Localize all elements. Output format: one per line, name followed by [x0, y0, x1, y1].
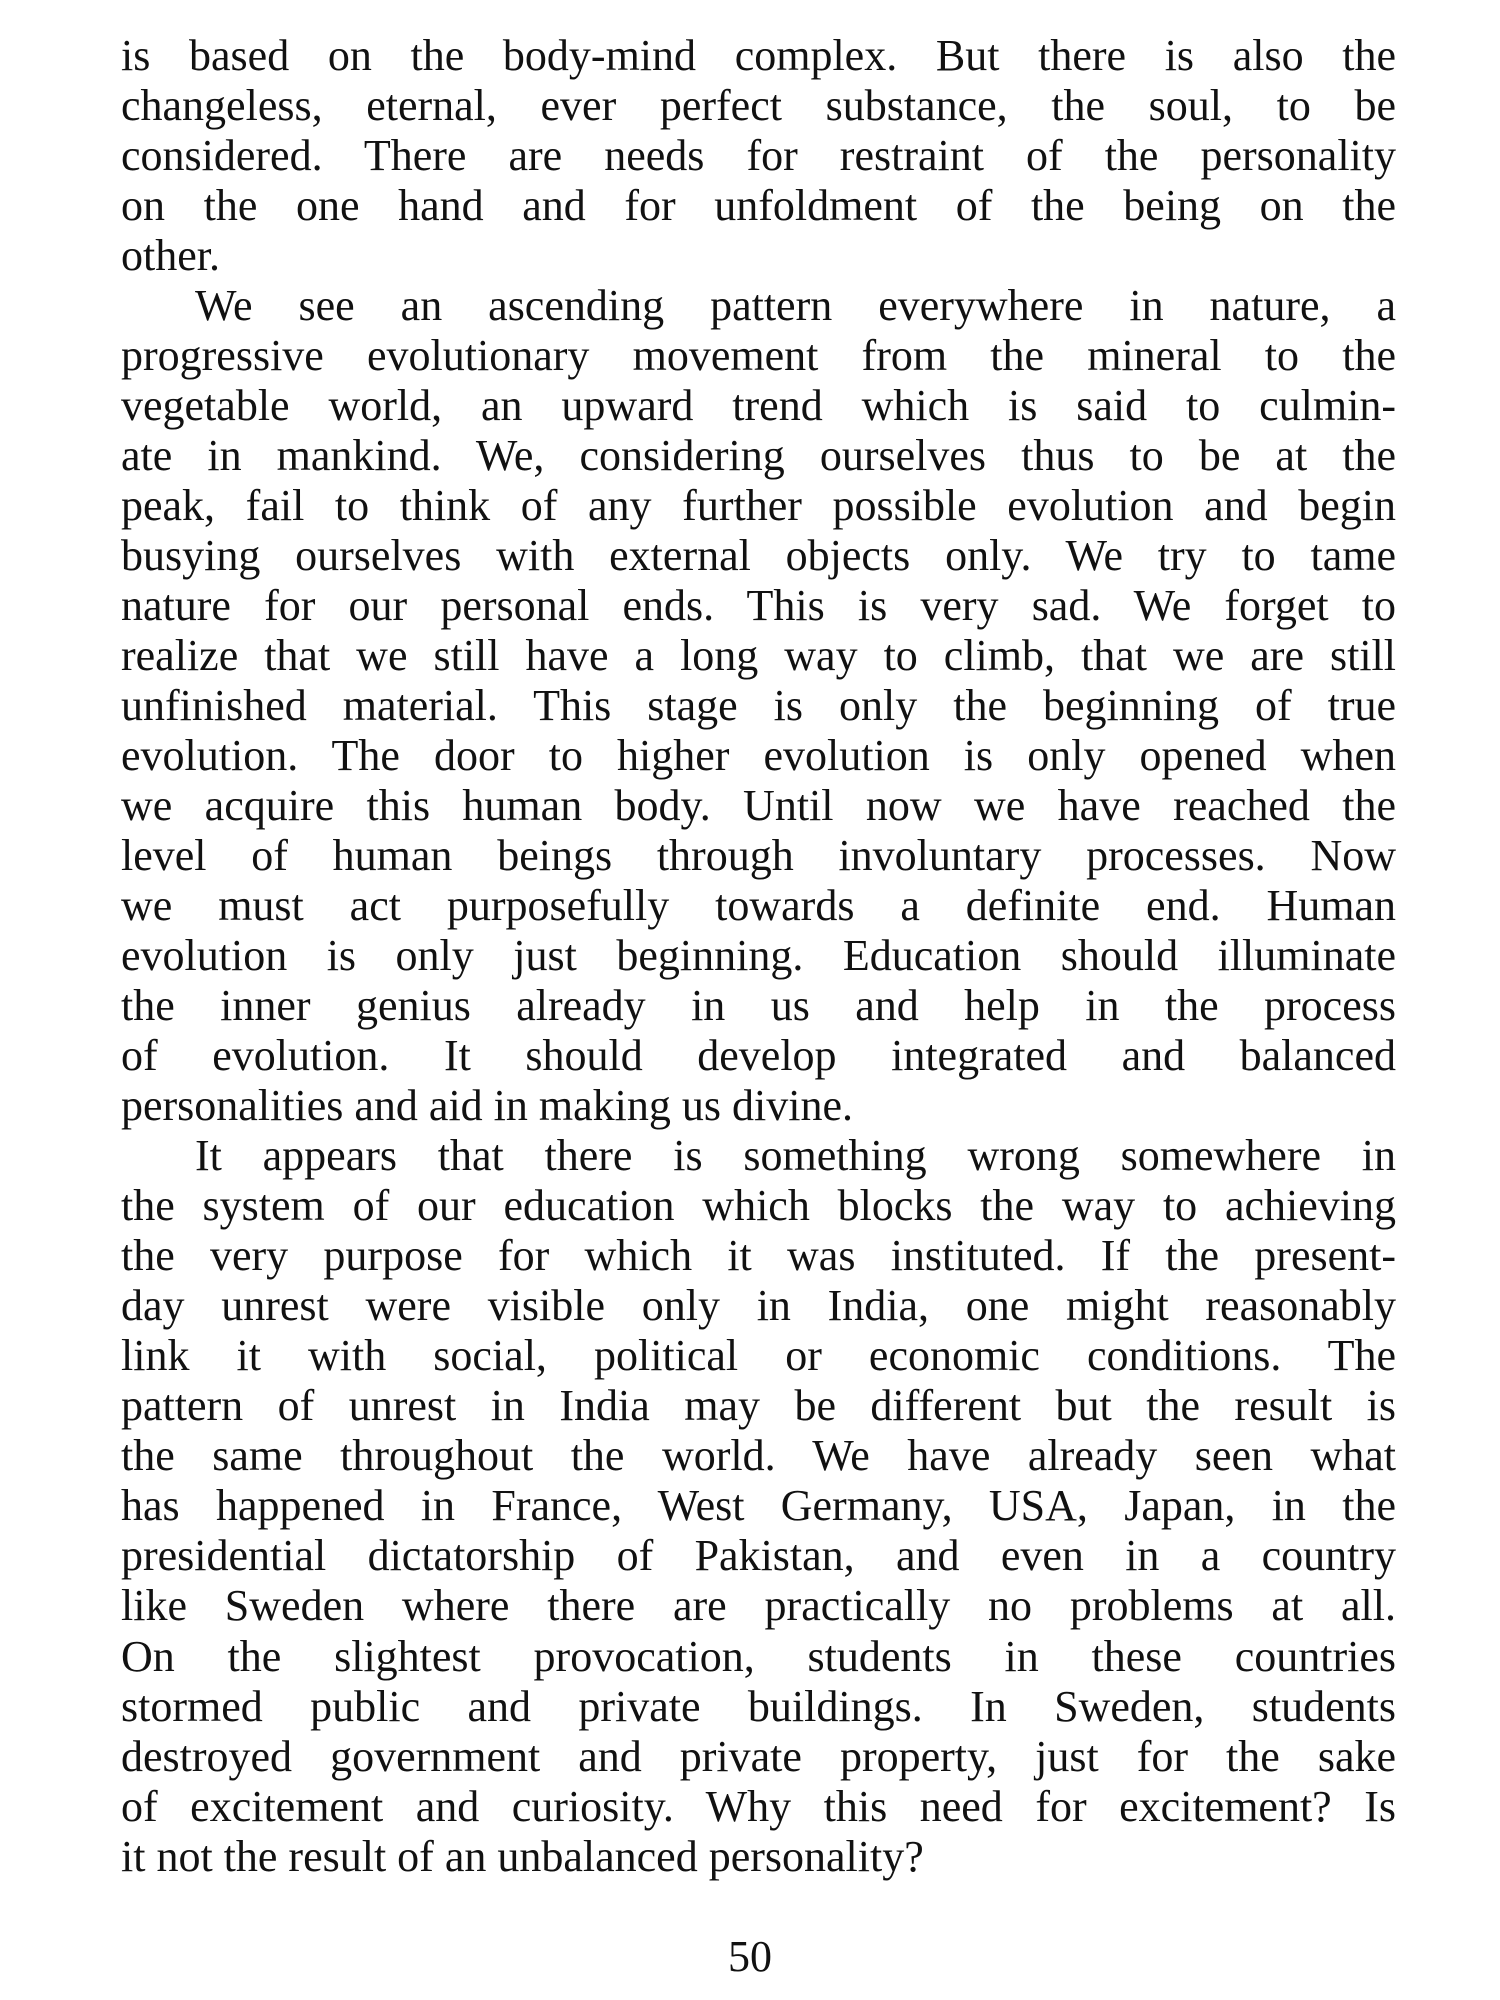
text-line: nature for our personal ends. This is very sad. We forget to	[121, 581, 1396, 631]
paragraph	[121, 1131, 1396, 1881]
text-line: is based on the body-mind complex. But there is also the	[121, 31, 1396, 80]
text-line: on the one hand and for unfoldment of the being on the	[121, 181, 1396, 231]
text-line: personalities and aid in making us divine.	[121, 1081, 853, 1131]
page-body	[121, 31, 1396, 1882]
text-line: the same throughout the world. We have already seen what	[121, 1431, 1396, 1481]
text-line: On the slightest provocation, students in these countries	[121, 1631, 1396, 1681]
text-line: ate in mankind. We, considering ourselves thus to be at the	[121, 431, 1396, 481]
text-line: evolution is only just beginning. Education should illuminate	[121, 931, 1396, 981]
text-line: the inner genius already in us and help in the process	[121, 981, 1396, 1031]
paragraph	[121, 31, 1396, 281]
text-line: of excitement and curiosity. Why this need for excitement? Is	[121, 1781, 1396, 1831]
text-line: we acquire this human body. Until now we have reached the	[121, 781, 1396, 831]
text-line: pattern of unrest in India may be different but the result is	[121, 1381, 1396, 1431]
text-line: has happened in France, West Germany, USA, Japan, in the	[121, 1481, 1396, 1531]
text-line: busying ourselves with external objects only. We try to tame	[121, 531, 1396, 581]
text-line: progressive evolutionary movement from the mineral to the	[121, 331, 1396, 381]
text-line: stormed public and private buildings. In Sweden, students	[121, 1681, 1396, 1731]
text-line: other.	[121, 231, 220, 281]
text-line: peak, fail to think of any further possible evolution and begin	[121, 481, 1396, 531]
text-line: link it with social, political or economic conditions. The	[121, 1331, 1396, 1381]
text-line: evolution. The door to higher evolution is only opened when	[121, 731, 1396, 781]
text-line: unfinished material. This stage is only the beginning of true	[121, 681, 1396, 731]
text-line: considered. There are needs for restraint of the personality	[121, 131, 1396, 181]
text-line: It appears that there is something wrong somewhere in	[195, 1131, 1396, 1181]
text-line: destroyed government and private property, just for the sake	[121, 1731, 1396, 1781]
text-line: day unrest were visible only in India, one might reasonably	[121, 1281, 1396, 1331]
text-line: we must act purposefully towards a definite end. Human	[121, 881, 1396, 931]
text-line: it not the result of an unbalanced personality?	[121, 1831, 924, 1881]
text-line: presidential dictatorship of Pakistan, and even in a country	[121, 1531, 1396, 1581]
text-line: We see an ascending pattern everywhere in nature, a	[195, 281, 1396, 331]
paragraph	[121, 281, 1396, 1131]
text-line: the very purpose for which it was instituted. If the present-	[121, 1231, 1396, 1281]
page-number: 50	[728, 1932, 772, 1981]
text-line: realize that we still have a long way to climb, that we are still	[121, 631, 1396, 681]
text-line: level of human beings through involuntary processes. Now	[121, 831, 1396, 881]
text-line: changeless, eternal, ever perfect substance, the soul, to be	[121, 81, 1396, 131]
text-line: the system of our education which blocks the way to achieving	[121, 1181, 1396, 1231]
text-line: vegetable world, an upward trend which is said to culmin-	[121, 381, 1396, 431]
text-line: of evolution. It should develop integrated and balanced	[121, 1031, 1396, 1081]
text-line: like Sweden where there are practically no problems at all.	[121, 1581, 1396, 1631]
